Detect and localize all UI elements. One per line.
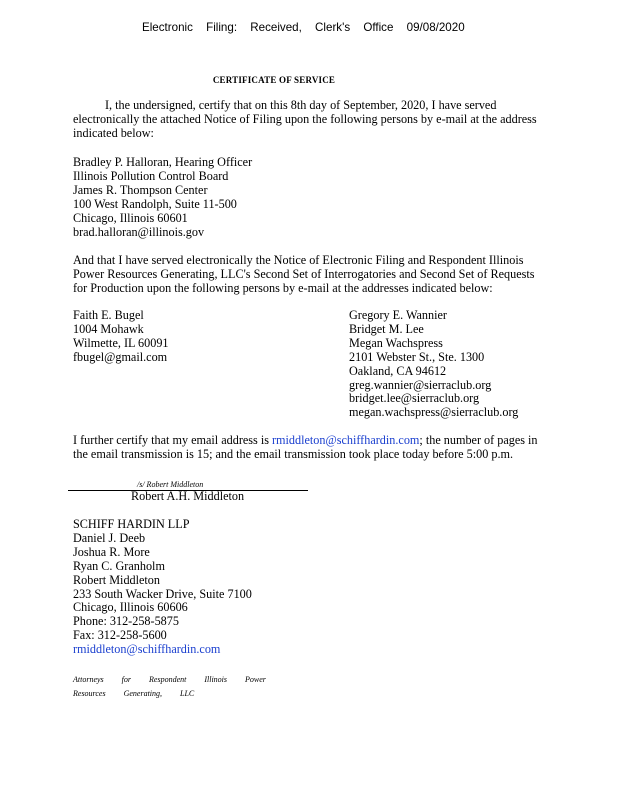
firm-line: Fax: 312-258-5600	[73, 628, 167, 643]
attorneys-line-2	[73, 687, 284, 701]
further-text: ; the number of pages in	[419, 433, 538, 447]
paragraph-line: And that I have served electronically the Notice of Electronic Filing and Respondent Illinois	[73, 253, 524, 267]
recipients-right	[349, 309, 518, 420]
recipient-line: Wilmette, IL 60091	[73, 335, 169, 350]
paragraph-line: for Production upon the following persons by e-mail at the addresses indicated below:	[73, 280, 493, 295]
firm-line: SCHIFF HARDIN LLP	[73, 517, 190, 531]
attorneys-word: Resources	[73, 689, 106, 698]
firm-line: Chicago, Illinois 60606	[73, 600, 188, 615]
recipient-line: Faith E. Bugel	[73, 308, 144, 322]
further-line-1	[73, 434, 538, 448]
address-line: Illinois Pollution Control Board	[73, 168, 229, 183]
intro-paragraph	[73, 99, 537, 141]
firm-line: Joshua R. More	[73, 544, 150, 559]
attorneys-word: Generating,	[123, 689, 163, 698]
further-certification	[73, 434, 538, 462]
recipients-left	[73, 309, 169, 365]
firm-line: Ryan C. Granholm	[73, 558, 165, 573]
recipient-line: fbugel@gmail.com	[73, 349, 168, 364]
address-line: brad.halloran@illinois.gov	[73, 224, 205, 239]
document-title: CERTIFICATE OF SERVICE	[212, 75, 336, 85]
paragraph-line: Power Resources Generating, LLC's Second Set of Interrogatories and Second Set of Requests	[73, 266, 535, 281]
recipient-line: Gregory E. Wannier	[349, 308, 447, 322]
recipient-line: 1004 Mohawk	[73, 321, 144, 336]
firm-block	[73, 518, 252, 657]
second-paragraph	[73, 254, 535, 296]
recipient-line: Megan Wachspress	[349, 335, 443, 350]
recipient-line: 2101 Webster St., Ste. 1300	[349, 349, 485, 364]
attorneys-word: Illinois	[204, 675, 228, 684]
recipient-line: greg.wannier@sierraclub.org	[349, 377, 492, 392]
attorneys-word: LLC	[180, 689, 195, 698]
attorneys-word: Power	[245, 675, 266, 684]
email-link[interactable]: rmiddleton@schiffhardin.com	[272, 433, 420, 447]
signature-name: Robert A.H. Middleton	[131, 489, 245, 503]
recipient-line: bridget.lee@sierraclub.org	[349, 391, 480, 406]
address-line: James R. Thompson Center	[73, 182, 208, 197]
address-line: 100 West Randolph, Suite 11-500	[73, 196, 237, 211]
firm-email-link[interactable]: rmiddleton@schiffhardin.com	[73, 642, 221, 657]
intro-line: electronically the attached Notice of Filing upon the following persons by e-mail at the address	[73, 111, 537, 126]
address-line: Chicago, Illinois 60601	[73, 210, 188, 225]
attorneys-for	[73, 673, 284, 701]
firm-line: 233 South Wacker Drive, Suite 7100	[73, 586, 252, 601]
intro-line: I, the undersigned, certify that on this 8th day of September, 2020, I have served	[105, 98, 497, 112]
recipient-line: megan.wachspress@sierraclub.org	[349, 405, 519, 420]
firm-line: Robert Middleton	[73, 572, 160, 587]
intro-line: indicated below:	[73, 125, 154, 140]
filing-header: Electronic Filing: Received, Clerk's Office 09/08/2020	[142, 21, 465, 34]
hearing-officer-address	[73, 156, 252, 239]
firm-line: Phone: 312-258-5875	[73, 614, 179, 629]
attorneys-word: Attorneys	[73, 675, 104, 684]
further-line-2: the email transmission is 15; and the email transmission took place today before 5:00 p.m.	[73, 446, 514, 461]
attorneys-line-1	[73, 673, 284, 687]
recipient-line: Bridget M. Lee	[349, 321, 424, 336]
recipient-line: Oakland, CA 94612	[349, 363, 447, 378]
signature-script: /s/ Robert Middleton	[137, 480, 204, 489]
address-line: Bradley P. Halloran, Hearing Officer	[73, 155, 253, 169]
firm-line: Daniel J. Deeb	[73, 530, 146, 545]
further-text: I further certify that my email address is	[73, 433, 272, 447]
attorneys-word: for	[121, 675, 132, 684]
attorneys-word: Respondent	[149, 675, 187, 684]
